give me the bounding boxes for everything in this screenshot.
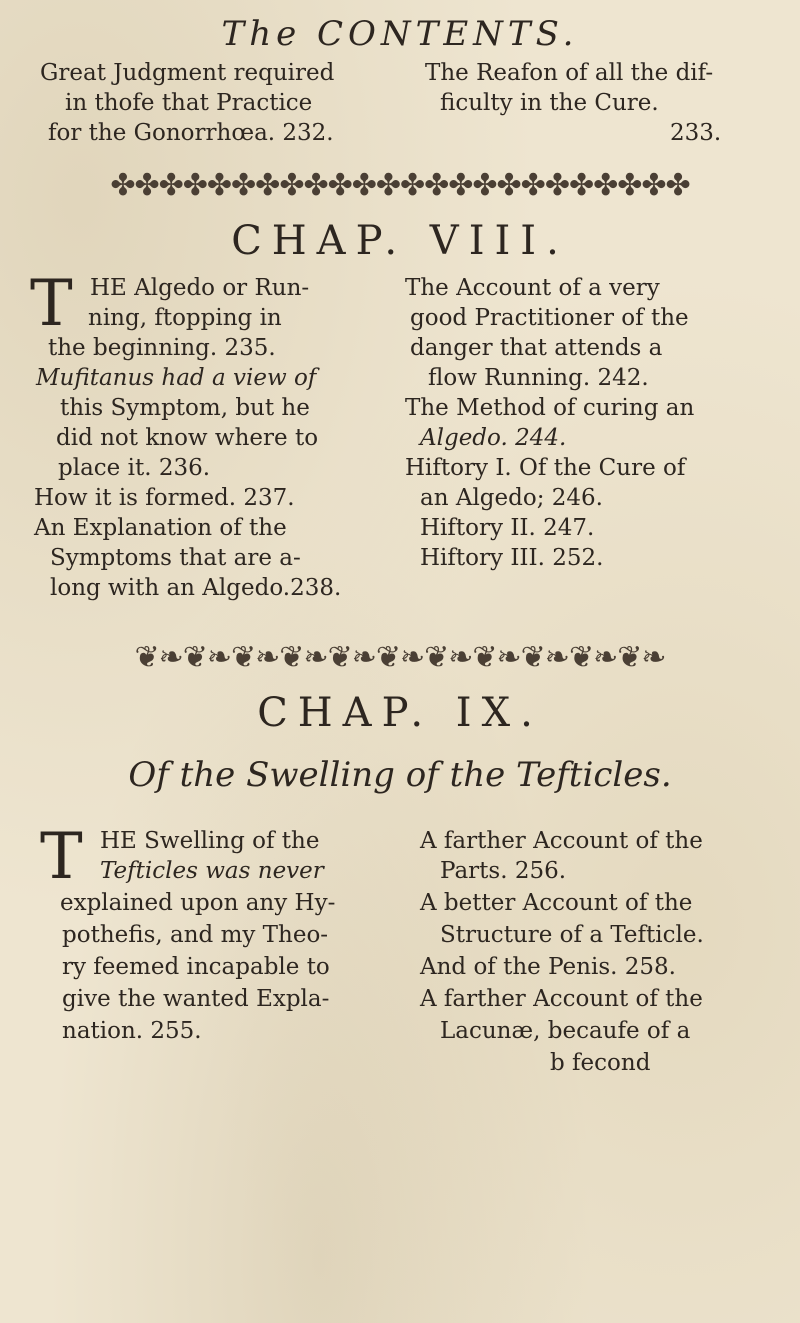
prior-right-line-2: ficulty in the Cure.	[440, 90, 659, 116]
chapter-9-dropcap: T	[40, 820, 83, 894]
ch9-right-line-1: A farther Account of the	[420, 828, 703, 854]
ch9-left-line-7: nation. 255.	[62, 1018, 202, 1044]
ch8-left-line-11: long with an Algedo.238.	[50, 575, 342, 601]
ornament-rule-1: ✤✤✤✤✤✤✤✤✤✤✤✤✤✤✤✤✤✤✤✤✤✤✤✤	[110, 168, 690, 203]
ch9-right-line-6: A farther Account of the	[420, 986, 703, 1012]
ch9-right-line-7: Lacunæ, becaufe of a	[440, 1018, 691, 1044]
chapter-9-subtitle: Of the Swelling of the Tefticles.	[128, 755, 672, 795]
ch8-left-line-1: HE Algedo or Run-	[90, 275, 310, 301]
ch8-right-line-1: The Account of a very	[405, 275, 660, 301]
ch9-left-line-3: explained upon any Hy-	[60, 890, 336, 916]
ch8-right-line-5: The Method of curing an	[405, 395, 695, 421]
ch8-right-line-8: an Algedo; 246.	[420, 485, 603, 511]
ch9-left-line-5: ry feemed incapable to	[62, 954, 330, 980]
chapter-8-dropcap: T	[30, 267, 73, 341]
ch8-left-line-10: Symptoms that are a-	[50, 545, 301, 571]
ch8-right-line-6: Algedo. 244.	[420, 425, 567, 451]
ch9-left-line-1: HE Swelling of the	[100, 828, 320, 854]
ch9-right-line-8: b fecond	[550, 1050, 651, 1076]
ch8-left-line-5: this Symptom, but he	[60, 395, 310, 421]
prior-left-line-3: for the Gonorrhœa. 232.	[48, 120, 334, 146]
ch8-right-line-10: Hiftory III. 252.	[420, 545, 604, 571]
ch9-right-line-2: Parts. 256.	[440, 858, 567, 884]
ch9-left-line-4: pothefis, and my Theo-	[62, 922, 329, 948]
ch8-right-line-2: good Practitioner of the	[410, 305, 689, 331]
ch8-right-line-3: danger that attends a	[410, 335, 663, 361]
ch8-left-line-2: ning, ftopping in	[88, 305, 282, 331]
prior-right-line-3: 233.	[670, 120, 722, 146]
ch9-right-line-5: And of the Penis. 258.	[420, 954, 676, 980]
ornament-rule-2: ❦❧❦❧❦❧❦❧❦❧❦❧❦❧❦❧❦❧❦❧❦❧	[134, 640, 666, 675]
ch8-right-line-9: Hiftory II. 247.	[420, 515, 595, 541]
ch8-left-line-4: Mufitanus had a view of	[36, 365, 317, 391]
prior-left-line-1: Great Judgment required	[40, 60, 335, 86]
ch8-right-line-7: Hiftory I. Of the Cure of	[405, 455, 686, 481]
prior-left-line-2: in thofe that Practice	[65, 90, 313, 116]
ch9-left-line-2: Tefticles was never	[100, 858, 324, 884]
prior-right-line-1: The Reafon of all the dif-	[425, 60, 714, 86]
ch8-left-line-7: place it. 236.	[58, 455, 211, 481]
ch9-right-line-3: A better Account of the	[420, 890, 693, 916]
ch8-right-line-4: flow Running. 242.	[428, 365, 649, 391]
running-head: The CONTENTS.	[221, 14, 579, 54]
ch8-left-line-8: How it is formed. 237.	[34, 485, 295, 511]
ch8-left-line-6: did not know where to	[56, 425, 319, 451]
ch8-left-line-3: the beginning. 235.	[48, 335, 276, 361]
ch9-right-line-4: Structure of a Tefticle.	[440, 922, 704, 948]
chapter-9-heading: CHAP. IX.	[257, 690, 543, 736]
ch8-left-line-9: An Explanation of the	[34, 515, 287, 541]
chapter-8-heading: CHAP. VIII.	[231, 218, 569, 264]
ch9-left-line-6: give the wanted Expla-	[62, 986, 330, 1012]
